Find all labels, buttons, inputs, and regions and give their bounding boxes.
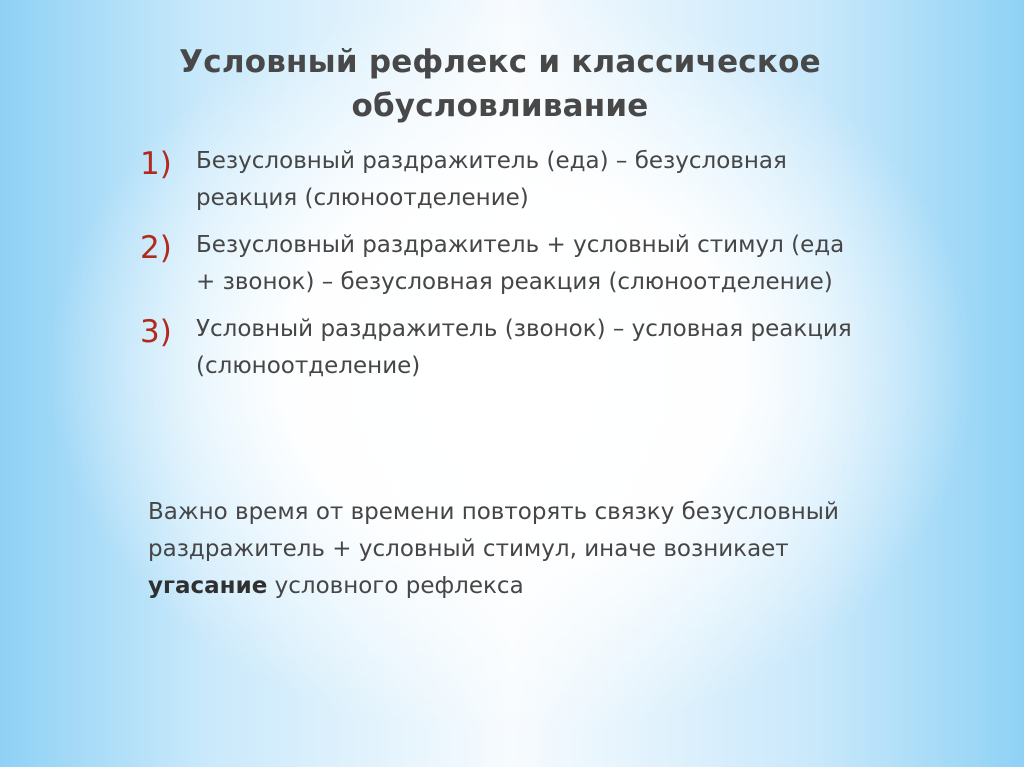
list-number: 2) — [140, 230, 172, 266]
list-item — [140, 311, 860, 385]
list-number: 3) — [140, 314, 172, 350]
note-text-after: условного рефлекса — [267, 573, 524, 599]
slide-title: Условный рефлекс и классическое обусловливание — [179, 44, 821, 124]
list-text: Безусловный раздражитель + условный стимул (еда + звонок) – безусловная реакция (слюноотделение) — [196, 232, 845, 295]
list-number: 1) — [140, 146, 172, 182]
numbered-list — [140, 143, 860, 395]
list-item — [140, 227, 860, 301]
list-item — [140, 143, 860, 217]
note-bold-term: угасание — [148, 573, 268, 599]
note-text-before: Важно время от времени повторять связку безусловный раздражитель + условный стимул, иначе возникает — [148, 499, 839, 562]
note-paragraph — [148, 494, 848, 605]
list-text: Безусловный раздражитель (еда) – безусловная реакция (слюноотделение) — [196, 148, 787, 211]
list-text: Условный раздражитель (звонок) – условная реакция (слюноотделение) — [196, 316, 852, 379]
